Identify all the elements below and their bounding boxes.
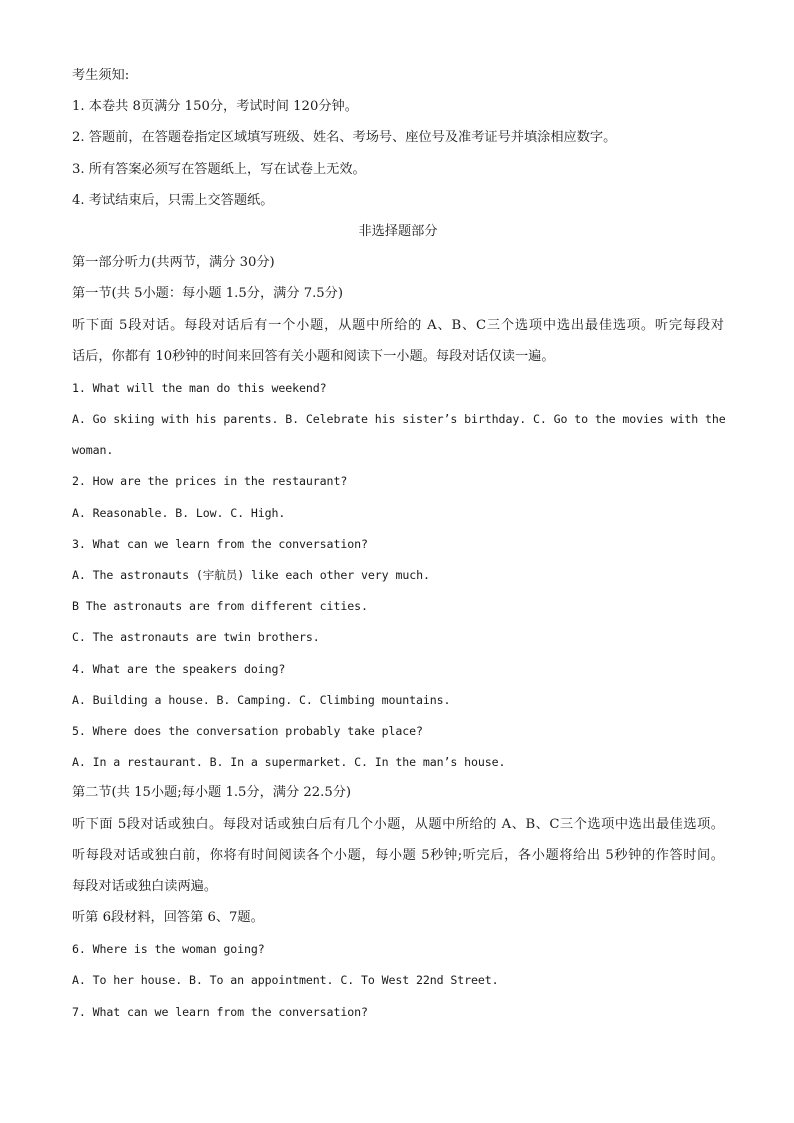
notice-item-4: 4. 考试结束后，只需上交答题纸。: [72, 192, 274, 208]
question-3: 3. What can we learn from the conversation?: [72, 536, 368, 551]
section1-instructions-line1: 听下面 5段对话。每段对话后有一个小题，从题中所给的 A、B、C三个选项中选出最佳选项。听完每段对: [72, 317, 724, 333]
notice-item-3: 3. 所有答案必须写在答题纸上，写在试卷上无效。: [72, 161, 366, 177]
section1-instructions-line2: 话后，你都有 10秒钟的时间来回答有关小题和阅读下一小题。每段对话仅读一遍。: [72, 348, 555, 364]
question-6-options: A. To her house. B. To an appointment. C. To West 22nd Street.: [72, 973, 499, 988]
question-6: 6. Where is the woman going?: [72, 942, 265, 957]
notice-item-2: 2. 答题前，在答题卷指定区域填写班级、姓名、考场号、座位号及准考证号并填涂相应数字。: [72, 130, 617, 146]
question-2: 2. How are the prices in the restaurant?: [72, 474, 348, 489]
question-5: 5. Where does the conversation probably take place?: [72, 723, 423, 738]
section2-instructions-line3: 每段对话或独白读两遍。: [72, 878, 218, 894]
notice-item-1: 1. 本卷共 8页满分 150分，考试时间 120分钟。: [72, 99, 358, 115]
notice-heading: 考生须知:: [72, 68, 130, 83]
question-1-options-continued: woman.: [72, 443, 114, 458]
section2-instructions-line1: 听下面 5段对话或独白。每段对话或独白后有几个小题，从题中所给的 A、B、C三个选项中选出最佳选项。: [72, 816, 724, 832]
question-7: 7. What can we learn from the conversation?: [72, 1004, 368, 1019]
section2-instructions-line2: 听每段对话或独白前，你将有时间阅读各个小题，每小题 5秒钟;听完后，各小题将给出 5秒钟的作答时间。: [72, 847, 724, 863]
question-4: 4. What are the speakers doing?: [72, 661, 286, 676]
material-6-heading: 听第 6段材料，回答第 6、7题。: [72, 910, 264, 926]
question-3-option-b: B The astronauts are from different cities.: [72, 599, 368, 614]
section1-title: 第一节(共 5小题：每小题 1.5分，满分 7.5分): [72, 286, 344, 302]
question-1-options: A. Go skiing with his parents. B. Celebrate his sister’s birthday. C. Go to the movies with the: [72, 412, 726, 427]
part1-title: 第一部分听力(共两节，满分 30分): [72, 255, 275, 271]
exam-page: [72, 66, 724, 1033]
question-4-options: A. Building a house. B. Camping. C. Climbing mountains.: [72, 692, 451, 707]
section2-title: 第二节(共 15小题;每小题 1.5分，满分 22.5分): [72, 785, 352, 801]
question-3-option-a: A. The astronauts (宇航员) like each other very much.: [72, 568, 430, 582]
question-2-options: A. Reasonable. B. Low. C. High.: [72, 505, 286, 520]
question-1: 1. What will the man do this weekend?: [72, 380, 327, 395]
section-title: 非选择题部分: [358, 223, 438, 239]
question-5-options: A. In a restaurant. B. In a supermarket. C. In the man’s house.: [72, 755, 506, 770]
question-3-option-c: C. The astronauts are twin brothers.: [72, 630, 320, 645]
